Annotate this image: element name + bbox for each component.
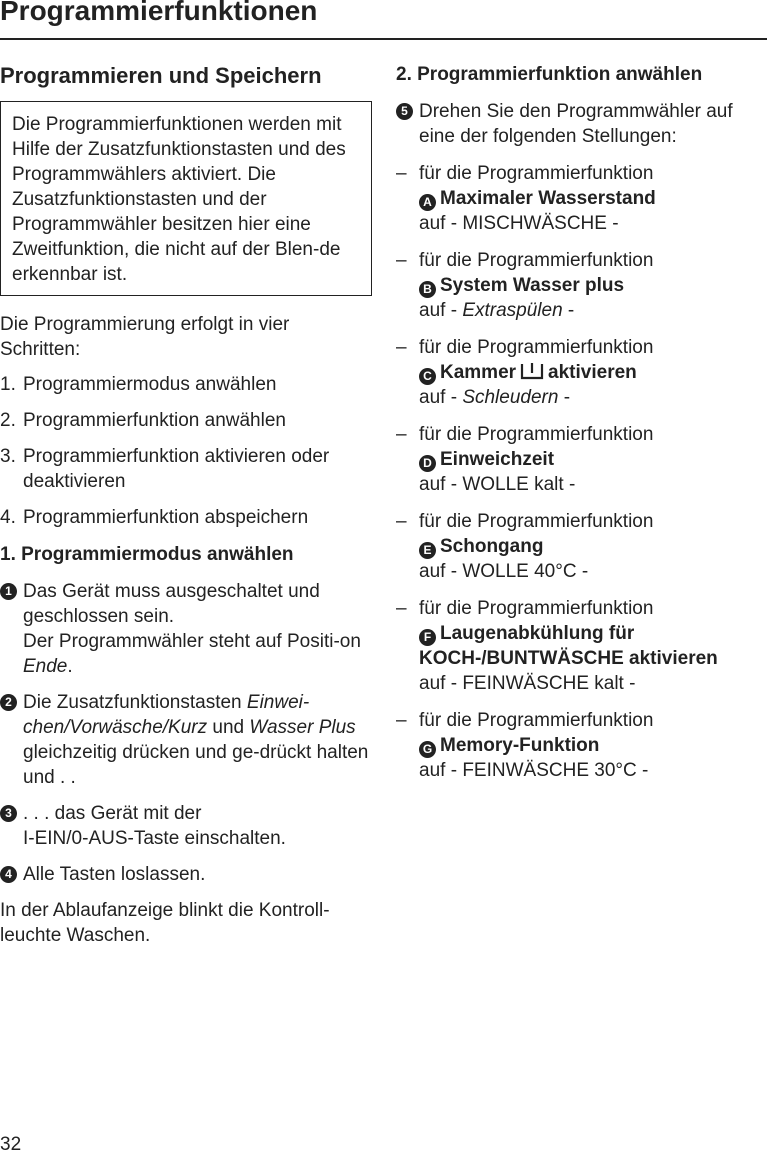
option-text: auf - [419,213,463,234]
step-text: Das Gerät muss ausgeschaltet und geschlossen sein. [23,581,320,627]
function-letter-badge: E [419,542,436,559]
subsection-heading: 2. Programmierfunktion anwählen [396,64,703,85]
option-intro: für die Programmierfunktion [419,250,654,271]
dash-bullet: – [396,511,407,532]
option-intro: für die Programmierfunktion [419,337,654,358]
selector-position: FEINWÄSCHE kalt [462,673,624,694]
option-text: - [562,300,575,321]
function-name: Schongang [440,536,544,557]
selector-position: WOLLE kalt [462,474,564,495]
step-text: Drehen Sie den Programmwähler auf eine der folgenden Stellungen: [419,101,733,147]
function-name: Laugenabkühlung für [440,623,635,644]
option-text: auf - [419,673,463,694]
option-intro: für die Programmierfunktion [419,163,654,184]
option-intro: für die Programmierfunktion [419,511,654,532]
option-text: auf - [419,387,463,408]
option-intro: für die Programmierfunktion [419,710,654,731]
step-text: Der Programmwähler steht auf Positi-on [23,631,361,652]
step-text: Die Zusatzfunktionstasten [23,692,247,713]
function-name: Maximaler Wasserstand [440,188,656,209]
list-number: 1. [0,374,16,395]
emphasis-text: Einwei-chen/Vorwäsche/Kurz [23,692,310,738]
step-1 [0,579,372,679]
list-text: Programmiermodus anwählen [23,374,277,395]
step-5 [396,99,764,149]
step-4 [0,862,372,887]
list-item [0,408,372,433]
dash-bullet: – [396,337,407,358]
step-text: und [207,717,250,738]
option-item [396,161,764,236]
option-item [396,248,764,323]
list-text: Programmierfunktion aktivieren oder deaktivieren [23,446,330,492]
dash-bullet: – [396,250,407,271]
option-text: auf - [419,561,463,582]
list-text: Programmierfunktion anwählen [23,410,286,431]
function-name: aktivieren [548,362,637,383]
list-number: 2. [0,410,16,431]
function-name: KOCH-/BUNTWÄSCHE aktivieren [419,648,718,669]
title-divider [0,38,767,40]
step-number-badge: 4 [0,866,17,883]
detergent-compartment-icon [519,362,545,380]
function-letter-badge: A [419,194,436,211]
step-text: . . . das Gerät mit der [23,803,202,824]
closing-text: In der Ablaufanzeige blinkt die Kontroll-leuchte Waschen. [0,900,330,946]
step-text: . [67,656,73,677]
option-text: auf - [419,474,463,495]
option-item [396,708,764,783]
function-letter-badge: G [419,741,436,758]
step-number-badge: 5 [396,103,413,120]
emphasis-text: Ende [23,656,68,677]
function-letter-badge: C [419,368,436,385]
selector-position: MISCHWÄSCHE [462,213,607,234]
note-box [0,101,372,296]
right-column [396,62,764,795]
list-item [0,505,372,530]
option-item [396,335,764,410]
dash-bullet: – [396,424,407,445]
step-2 [0,690,372,790]
step-3 [0,801,372,851]
selector-position: Schleudern [462,387,559,408]
option-text: - [606,213,619,234]
page-title: Programmierfunktionen [0,0,318,26]
dash-bullet: – [396,163,407,184]
steps-overview-list [0,372,372,530]
function-letter-badge: F [419,629,436,646]
step-number-badge: 2 [0,694,17,711]
function-name: Kammer [440,362,517,383]
list-text: Programmierfunktion abspeichern [23,507,309,528]
function-letter-badge: D [419,455,436,472]
selector-position: FEINWÄSCHE 30°C [462,760,637,781]
option-intro: für die Programmierfunktion [419,424,654,445]
note-text: Die Programmierfunktionen werden mit Hilfe der Zusatzfunktionstasten und des Programmwählers aktiviert. Die Zusatzfunktionstasten und der Programmwähler besitzen hier eine Zweitfunktion, die nicht auf der Blen-de erkennbar ist. [12,114,346,285]
option-text: - [623,673,636,694]
list-number: 3. [0,446,16,467]
section-heading: Programmieren und Speichern [0,63,322,88]
step-text: gleichzeitig drücken und ge-drückt halten und . . [23,742,369,788]
step-number-badge: 3 [0,805,17,822]
option-text: - [563,474,576,495]
list-item [0,444,372,494]
selector-position: Extraspülen [462,300,563,321]
function-name: System Wasser plus [440,275,625,296]
emphasis-text: Wasser Plus [249,717,356,738]
option-intro: für die Programmierfunktion [419,598,654,619]
function-letter-badge: B [419,281,436,298]
option-item [396,422,764,497]
option-text: - [636,760,649,781]
option-item [396,509,764,584]
selector-position: WOLLE 40°C [462,561,577,582]
intro-text: Die Programmierung erfolgt in vier Schritten: [0,314,290,360]
option-text: - [558,387,571,408]
page-number: 32 [0,1134,22,1155]
option-item [396,596,764,696]
dash-bullet: – [396,598,407,619]
step-number-badge: 1 [0,583,17,600]
option-text: auf - [419,760,463,781]
step-text: Alle Tasten loslassen. [23,864,206,885]
function-name: Memory-Funktion [440,735,600,756]
function-name: Einweichzeit [440,449,555,470]
dash-bullet: – [396,710,407,731]
left-column [0,62,372,948]
option-text: auf - [419,300,463,321]
subsection-heading: 1. Programmiermodus anwählen [0,544,294,565]
option-text: - [576,561,589,582]
list-item [0,372,372,397]
list-number: 4. [0,507,16,528]
step-text: I-EIN/0-AUS-Taste einschalten. [23,828,286,849]
